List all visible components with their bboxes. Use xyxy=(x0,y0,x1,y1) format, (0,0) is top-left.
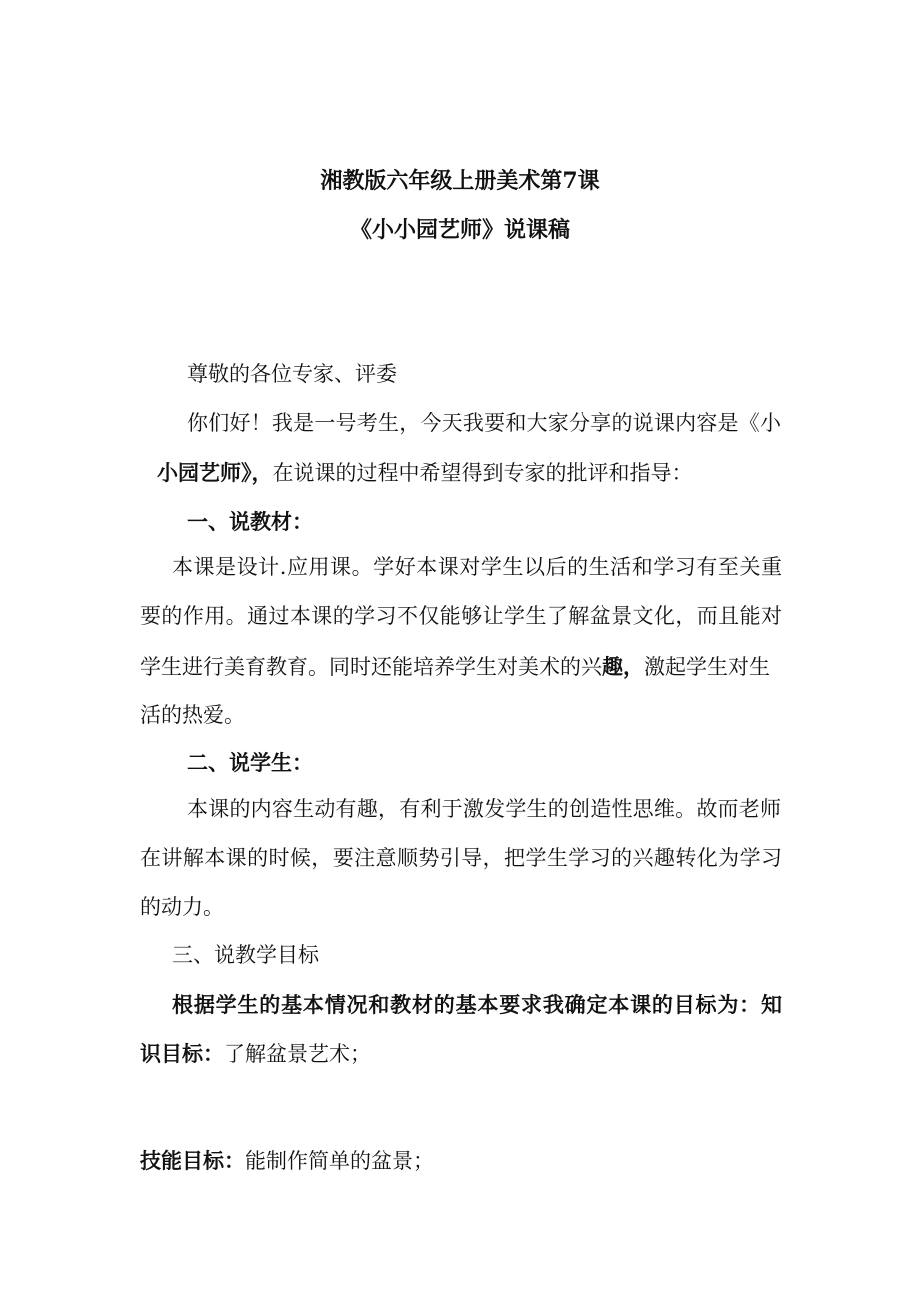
intro-line-2-text: 在说课的过程中希望得到专家的批评和指导： xyxy=(272,461,693,485)
materials-line-3b: 趣， xyxy=(602,654,644,679)
intro-line-1: 你们好！我是一号考生，今天我要和大家分享的说课内容是《小 xyxy=(187,411,781,435)
greeting: 尊敬的各位专家、评委 xyxy=(187,362,397,386)
section-heading-materials: 一、说教材： xyxy=(187,509,313,534)
section-heading-objectives: 三、说教学目标 xyxy=(172,943,319,967)
students-line-2: 在讲解本课的时候，要注意顺势引导，把学生学习的兴趣转化为学习 xyxy=(140,846,782,870)
section-heading-students: 二、说学生： xyxy=(187,750,313,775)
materials-line-2: 要的作用。通过本课的学习不仅能够让学生了解盆景文化，而且能对 xyxy=(140,604,782,628)
materials-line-3c: 激起学生对生 xyxy=(644,655,770,679)
intro-lesson-name: 小园艺师》， xyxy=(157,460,273,485)
materials-line-3a: 学生进行美育教育。同时还能培养学生对美术的兴 xyxy=(140,655,602,679)
students-line-3: 的动力。 xyxy=(140,895,224,919)
skill-objective xyxy=(140,1150,434,1172)
objectives-line-2 xyxy=(140,1043,371,1065)
materials-line-1: 本课是设计.应用课。学好本课对学生以后的生活和学习有至关重 xyxy=(172,555,782,579)
materials-line-3 xyxy=(140,656,770,678)
intro-line-2 xyxy=(157,462,693,484)
skill-objective-label: 技能目标： xyxy=(140,1148,245,1173)
document-subtitle: 《小小园艺师》说课稿 xyxy=(349,217,570,243)
materials-line-4: 活的热爱。 xyxy=(140,703,245,727)
knowledge-objective-text: 了解盆景艺术； xyxy=(224,1042,371,1066)
document-title: 湘教版六年级上册美术第7课 xyxy=(320,168,600,194)
objectives-line-1: 根据学生的基本情况和教材的基本要求我确定本课的目标为：知 xyxy=(172,992,782,1017)
students-line-1: 本课的内容生动有趣，有利于激发学生的创造性思维。故而老师 xyxy=(187,797,781,821)
skill-objective-text: 能制作简单的盆景； xyxy=(245,1149,434,1173)
knowledge-objective-label: 识目标： xyxy=(140,1041,224,1066)
